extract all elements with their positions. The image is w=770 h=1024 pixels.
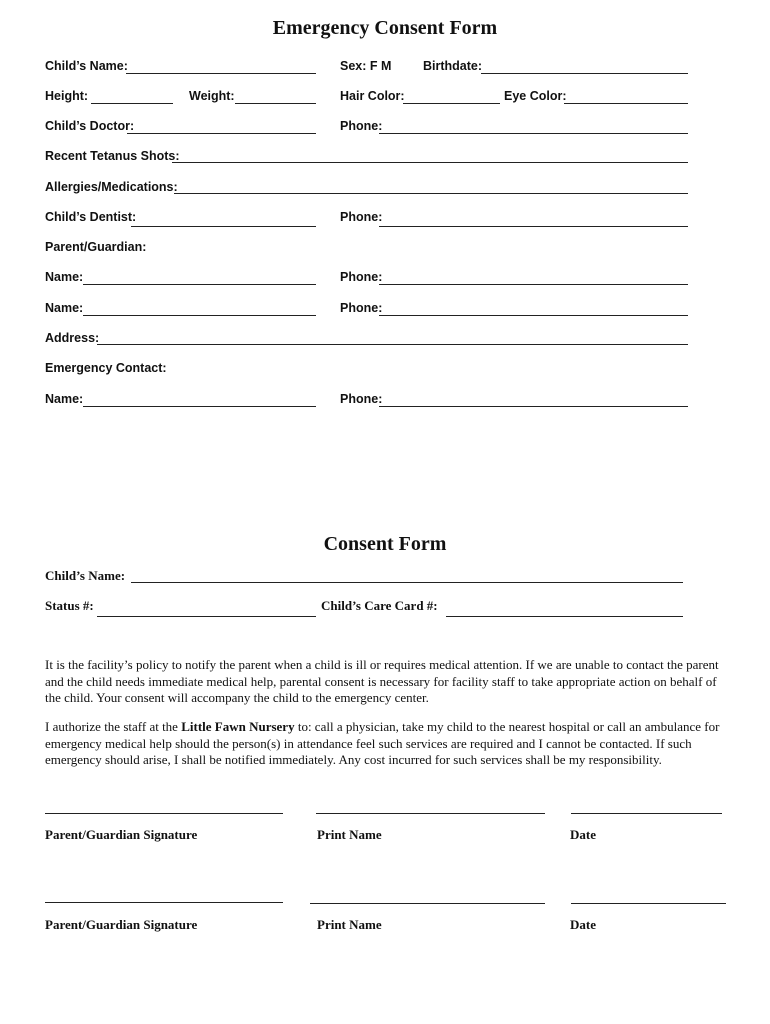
print-name-label-2: Print Name [317,917,382,932]
date-line-1[interactable] [571,813,722,814]
status-field[interactable] [97,616,316,617]
address-field[interactable] [97,344,688,345]
signature-line-1[interactable] [45,813,283,814]
consent-childs-name-field[interactable] [131,582,683,583]
authorization-text-start: I authorize the staff at the [45,719,182,734]
emergency-contact-label: Emergency Contact: [45,361,167,375]
emergency-name-field[interactable] [83,406,316,407]
tetanus-label: Recent Tetanus Shots: [45,149,180,163]
birthdate-label: Birthdate: [423,59,483,73]
emergency-name-label: Name: [45,392,84,406]
childs-name-label: Child’s Name: [45,59,128,73]
authorization-text-end: to: call a physician, take my child to the nearest hospital or call an ambulance for emergency medical help should the person(s) in attendance feel such services are required and I cannot be contacted. If such emergency should arise, I shall be notified immediately. Any cost incurred for such services shall be my responsibility. [45,719,720,767]
date-label-1: Date [570,827,596,842]
parent1-name-field[interactable] [83,284,316,285]
childs-dentist-field[interactable] [131,226,316,227]
emergency-phone-field[interactable] [379,406,688,407]
hair-color-label: Hair Color: [340,89,405,103]
parent2-name-label: Name: [45,301,84,315]
childs-doctor-field[interactable] [127,133,316,134]
parent1-phone-label: Phone: [340,270,383,284]
signature-line-2[interactable] [45,902,283,903]
parent1-name-label: Name: [45,270,84,284]
sex-label: Sex: F M [340,59,392,73]
emergency-phone-label: Phone: [340,392,383,406]
weight-field[interactable] [235,103,316,104]
address-label: Address: [45,331,100,345]
date-line-2[interactable] [571,903,726,904]
nursery-name: Little Fawn Nursery [181,719,295,734]
authorization-paragraph [45,719,735,769]
weight-label: Weight: [189,89,235,103]
dentist-phone-label: Phone: [340,210,383,224]
birthdate-field[interactable] [481,73,688,74]
childs-name-field[interactable] [126,73,316,74]
signature-label-2: Parent/Guardian Signature [45,917,198,932]
parent2-phone-label: Phone: [340,301,383,315]
parent2-phone-field[interactable] [379,315,688,316]
consent-form-title: Consent Form [323,533,447,555]
tetanus-field[interactable] [172,162,688,163]
dentist-phone-field[interactable] [379,226,688,227]
print-name-line-2[interactable] [310,903,545,904]
eye-color-field[interactable] [564,103,688,104]
eye-color-label: Eye Color: [504,89,567,103]
parent2-name-field[interactable] [83,315,316,316]
parent1-phone-field[interactable] [379,284,688,285]
childs-dentist-label: Child’s Dentist: [45,210,137,224]
signature-label-1: Parent/Guardian Signature [45,827,198,842]
hair-color-field[interactable] [403,103,500,104]
form-title: Emergency Consent Form [272,17,498,39]
allergies-field[interactable] [174,193,688,194]
care-card-field[interactable] [446,616,683,617]
childs-doctor-label: Child’s Doctor: [45,119,135,133]
doctor-phone-field[interactable] [379,133,688,134]
allergies-label: Allergies/Medications: [45,180,178,194]
status-label: Status #: [45,598,94,613]
height-field[interactable] [91,103,173,104]
policy-paragraph: It is the facility’s policy to notify the parent when a child is ill or requires medical attention. If we are unable to contact the parent and the child needs immediate medical help, parental consent is necessary for facility staff to take appropriate action on behalf of the child. Your consent will accompany the child to the emergency center. [45,657,719,705]
print-name-line-1[interactable] [316,813,545,814]
parent-guardian-label: Parent/Guardian: [45,240,147,254]
consent-childs-name-label: Child’s Name: [45,568,126,583]
date-label-2: Date [570,917,596,932]
care-card-label: Child’s Care Card #: [321,598,438,613]
height-label: Height: [45,89,89,103]
print-name-label-1: Print Name [317,827,382,842]
doctor-phone-label: Phone: [340,119,383,133]
